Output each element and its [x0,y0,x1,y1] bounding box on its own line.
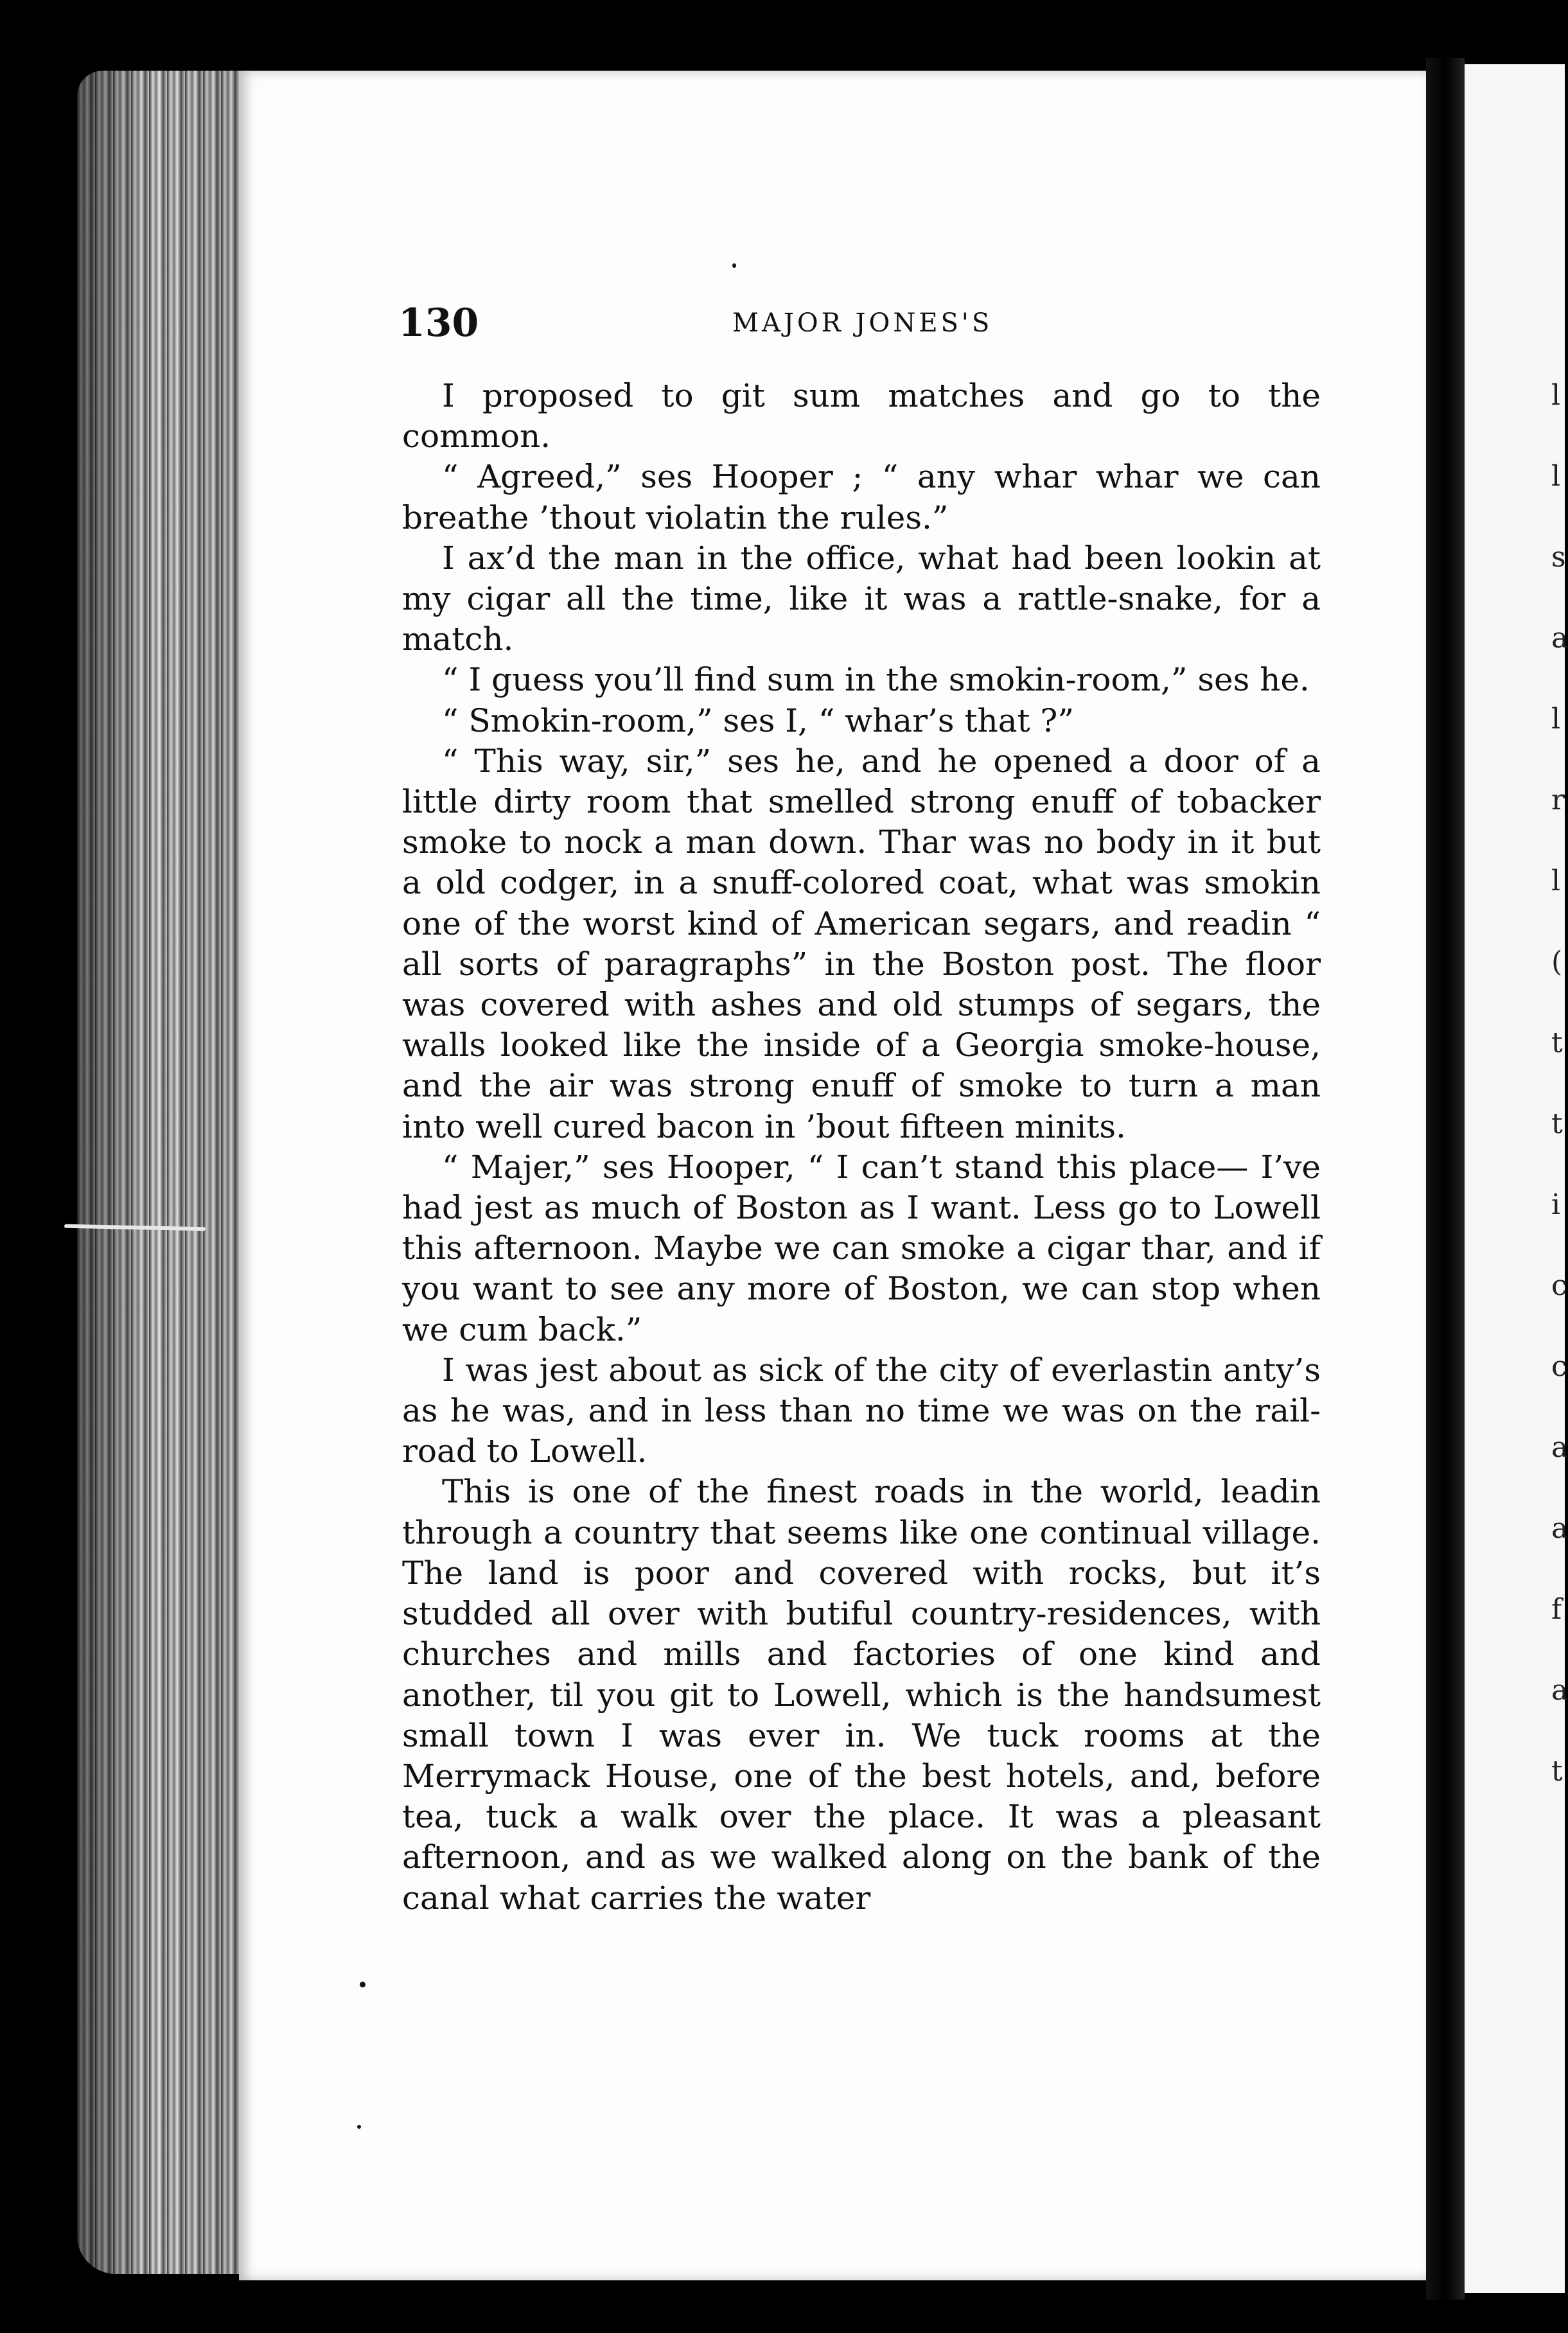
facing-page-letter: c [1551,1350,1567,1383]
paragraph: I proposed to git sum matches and go to the common. [402,377,1321,455]
facing-page-letter: s [1551,541,1566,574]
facing-page-letter: a [1551,622,1568,655]
facing-page-letter: l [1551,460,1561,493]
facing-page-letter: i [1551,1188,1561,1221]
facing-page-letter: l [1551,865,1561,897]
facing-page-letter: r [1551,784,1565,816]
facing-page-letter: t [1551,1755,1563,1788]
facing-page-letter: a [1551,1512,1568,1545]
facing-page-letter: a [1551,1674,1568,1707]
paragraph: “ This way, sir,” ses he, and he opened a door of a little dirty room that smelled strong enuff of tobacker smoke to nock a man down. Thar was no body in it but a old codger, in a snuff-colored coat, what was smokin one of the worst kind of American segars, and readin “ all sorts of paragraphs” in the Boston post. The floor was covered with ashes and old stumps of segars, the walls looked like the inside of a Georgia smoke-house, and the air was strong enuff of smoke to turn a man into well cured bacon in ’bout fifteen minits. [402,742,1321,1145]
facing-page-letter: l [1551,703,1561,735]
facing-page-letter: t [1551,1107,1563,1140]
paragraph: “ I guess you’ll find sum in the smokin-room,” ses he. [442,661,1310,699]
facing-page-letter: f [1551,1593,1562,1626]
paragraph: “ Majer,” ses Hooper, “ I can’t stand this place— I’ve had jest as much of Boston as I want. Less go to Lowell this afternoon. Maybe we can smoke a cigar thar, and if you want to see any more of Boston, we can stop when we cum back.” [402,1148,1321,1348]
book-edge-shadow [77,71,244,2274]
body-text [402,376,1321,1919]
paragraph: “ Smokin-room,” ses I, “ whar’s that ?” [442,701,1074,739]
paragraph: This is one of the finest roads in the world, leadin through a country that seems like one continual village. The land is poor and covered with rocks, but it’s studded all over with butiful country-residences, with churches and mills and factories of one kind and another, til you git to Lowell, which is the handsumest small town I was ever in. We tuck rooms at the Merrymack House, one of the best hotels, and, before tea, tuck a walk over the place. It was a pleasant afternoon, and as we walked along on the bank of the canal what carries the water [402,1473,1321,1917]
facing-page-letter: a [1551,1431,1568,1464]
ink-speck [360,1982,366,1987]
paragraph: “ Agreed,” ses Hooper ; “ any whar whar we can breathe ’thout violatin the rules.” [402,458,1321,536]
facing-page-letter: c [1551,1269,1567,1302]
ink-speck [732,263,736,268]
page-number: 130 [398,301,479,346]
paragraph: I ax’d the man in the office, what had been lookin at my cigar all the time, like it was a rattle-snake, for a match. [402,539,1321,658]
facing-page-letter: t [1551,1026,1563,1059]
facing-page-edge [1465,64,1565,2293]
running-head: MAJOR JONES'S [732,308,993,338]
paragraph: I was jest about as sick of the city of everlastin anty’s as he was, and in less than no time we was on the rail-road to Lowell. [402,1351,1321,1470]
book-gutter [1426,58,1465,2300]
facing-page-letter: l [1551,379,1561,412]
facing-page-letter: ( [1551,946,1563,978]
ink-speck [357,2125,361,2129]
